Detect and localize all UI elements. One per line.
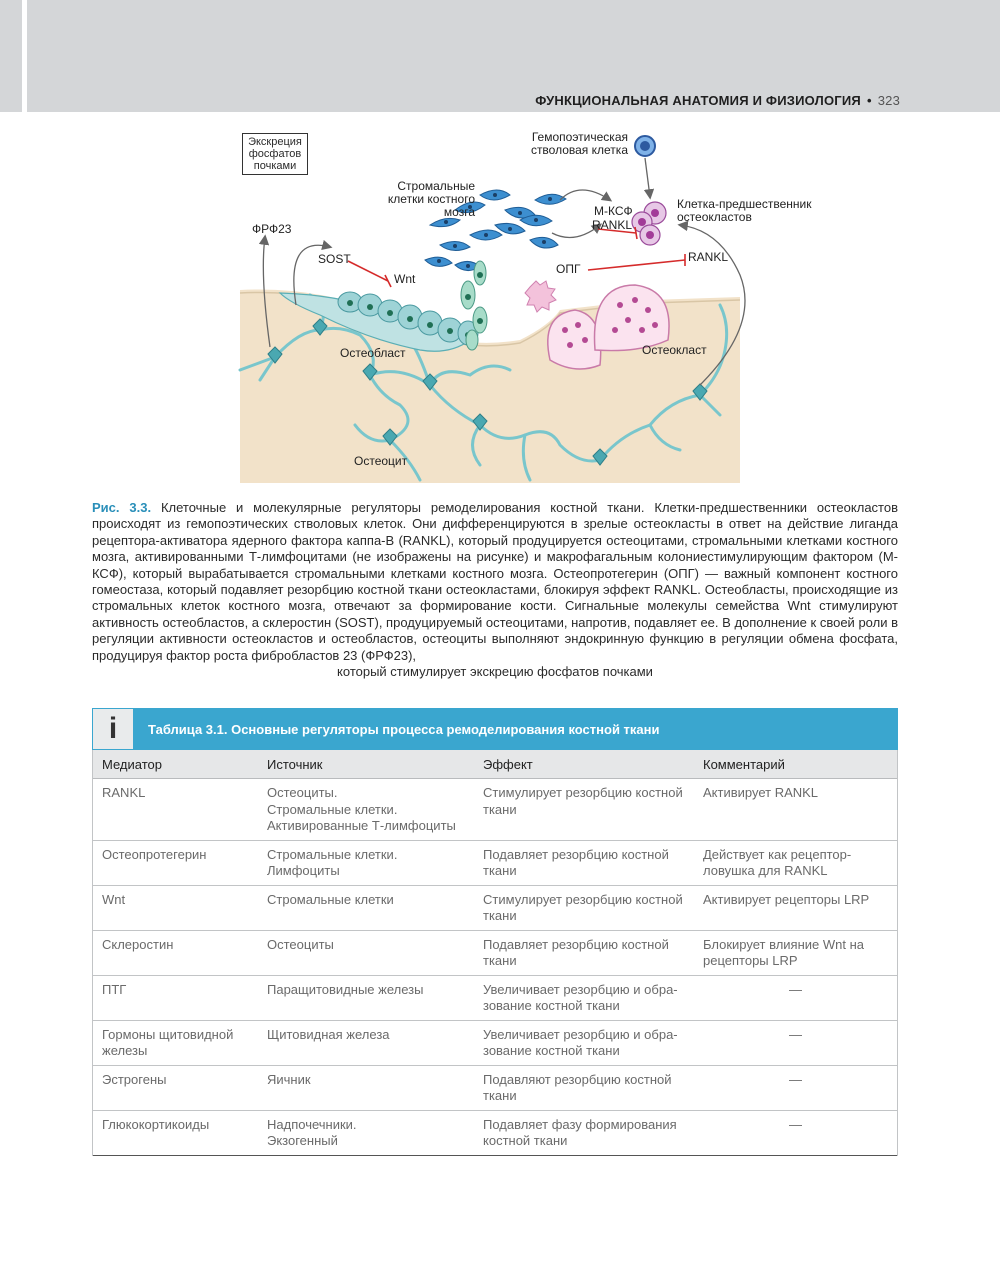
cell-effect: Увеличивает резорбцию и обра- зование костной ткани (473, 1020, 693, 1065)
page-number: 323 (877, 93, 900, 108)
figure-bone-remodeling (180, 125, 812, 485)
cell-comment: — (693, 1110, 898, 1155)
regulators-table (92, 708, 898, 1156)
cell-mediator: Эстрогены (92, 1065, 257, 1110)
cell-effect: Стимулирует резорбцию костной ткани (473, 779, 693, 841)
table-left-border (92, 750, 93, 1156)
info-icon: i (92, 708, 134, 750)
cell-source: Стромальные клетки (257, 885, 473, 930)
cell-effect: Подавляет резорбцию костной ткани (473, 840, 693, 885)
cell-source: Щитовидная железа (257, 1020, 473, 1065)
table-row (92, 779, 898, 841)
column-header: Эффект (473, 750, 693, 779)
table-row (92, 930, 898, 975)
cell-comment: — (693, 1065, 898, 1110)
cell-source: Стромальные клетки. Лимфоциты (257, 840, 473, 885)
header-bullet: • (866, 93, 872, 108)
cell-mediator: Остеопротегерин (92, 840, 257, 885)
side-strip (0, 0, 22, 112)
cell-mediator: Глюкокортикоиды (92, 1110, 257, 1155)
caption-label: Рис. 3.3. (92, 500, 152, 515)
cell-mediator: Гормоны щитовидной железы (92, 1020, 257, 1065)
cell-mediator: Wnt (92, 885, 257, 930)
cell-mediator: ПТГ (92, 975, 257, 1020)
rankl-small-label: RANKL (592, 218, 633, 232)
table-row (92, 1110, 898, 1155)
excretion-label: Экскреция фосфатов почками (248, 136, 302, 172)
table-body (92, 750, 898, 1156)
opg-label: ОПГ (556, 262, 581, 276)
caption-body: Клеточные и молекулярные регуляторы ремоделирования костной ткани. Клетки-предшественники остеокластов происходят из гемопоэтических стволовых клеток. Они дифференцируются в зрелые остеокласты в ответ на действие лиганда рецептора-активатора ядерного фактора каппа-В (RANKL), который продуцируется остеоцитами, стромальными клетками костного мозга, активированными Т-лимфоцитами (не изображены на рисунке) и макрофагальным колониестимулирующим фактором (М-КСФ), который вырабатывается стромальными клетками костного мозга. Остеопротегерин (ОПГ) — важный компонент костного гомеостаза, который подавляет резорбцию костной ткани остеокластами, блокируя эффект RANKL. Остеобласты, происходящие из стромальных клеток костного мозга, отвечают за формирование кости. Сигнальные молекулы семейства Wnt стимулируют активность остеобластов, а склеростин (SOST), продуцируемый остеоцитами, напротив, подавляет ее. В дополнение к своей роли в регуляции активности остеокластов и остеобластов, остеоциты выполняют эндокринную функцию в регуляции обмена фосфата, продуцируя фактор роста фибробластов 23 (ФРФ23), (92, 500, 898, 663)
cell-source: Паращитовидные железы (257, 975, 473, 1020)
column-header: Медиатор (92, 750, 257, 779)
running-title: ФУНКЦИОНАЛЬНАЯ АНАТОМИЯ И ФИЗИОЛОГИЯ (535, 93, 861, 108)
cell-source: Надпочечники. Экзогенный (257, 1110, 473, 1155)
cell-source: Остеоциты (257, 930, 473, 975)
table-row (92, 975, 898, 1020)
table-row (92, 840, 898, 885)
table-column-headers (92, 750, 898, 779)
table-header-bar (92, 708, 898, 750)
cell-effect: Подавляет резорбцию костной ткани (473, 930, 693, 975)
cell-source: Яичник (257, 1065, 473, 1110)
cell-effect: Подавляют резорбцию костной ткани (473, 1065, 693, 1110)
cell-mediator: RANKL (92, 779, 257, 841)
cell-comment: Блокирует влияние Wnt на рецепторы LRP (693, 930, 898, 975)
cell-comment: Действует как рецептор- ловушка для RANKL (693, 840, 898, 885)
excretion-box (242, 133, 308, 175)
osteocyte-label: Остеоцит (354, 454, 408, 468)
stromal-label: Стромальные клетки костного мозга (387, 179, 475, 219)
figure-caption (92, 500, 898, 680)
cell-comment: Активирует рецепторы LRP (693, 885, 898, 930)
cell-comment: — (693, 1020, 898, 1065)
cell-comment: Активирует RANKL (693, 779, 898, 841)
precursor-label: Клетка-предшественник остеокластов (677, 197, 812, 224)
table-title: Таблица 3.1. Основные регуляторы процесса ремоделирования костной ткани (148, 721, 660, 737)
column-header: Источник (257, 750, 473, 779)
cell-effect: Стимулирует резорбцию костной ткани (473, 885, 693, 930)
wnt-label: Wnt (394, 272, 416, 286)
column-header: Комментарий (693, 750, 898, 779)
table-row (92, 1020, 898, 1065)
fgf23-label: ФРФ23 (252, 222, 292, 236)
osteoclast-label: Остеокласт (642, 343, 707, 357)
table-row (92, 885, 898, 930)
cell-effect: Подавляет фазу формирования костной ткани (473, 1110, 693, 1155)
figure-illustration (180, 125, 780, 485)
table-row (92, 1065, 898, 1110)
table-rows (92, 779, 898, 1156)
table-right-border (897, 750, 898, 1156)
running-header (535, 93, 900, 108)
rankl-label: RANKL (688, 250, 729, 264)
sost-label: SOST (318, 252, 351, 266)
cell-comment: — (693, 975, 898, 1020)
mcsf-label: М-КСФ (594, 204, 633, 218)
osteoblast-label: Остеобласт (340, 346, 406, 360)
cell-effect: Увеличивает резорбцию и обра- зование костной ткани (473, 975, 693, 1020)
cell-source: Остеоциты. Стромальные клетки. Активированные Т-лимфоциты (257, 779, 473, 841)
caption-last-line: который стимулирует экскрецию фосфатов почками (337, 664, 653, 680)
cell-mediator: Склеростин (92, 930, 257, 975)
hematopoietic-label: Гемопоэтическая стволовая клетка (530, 130, 628, 157)
